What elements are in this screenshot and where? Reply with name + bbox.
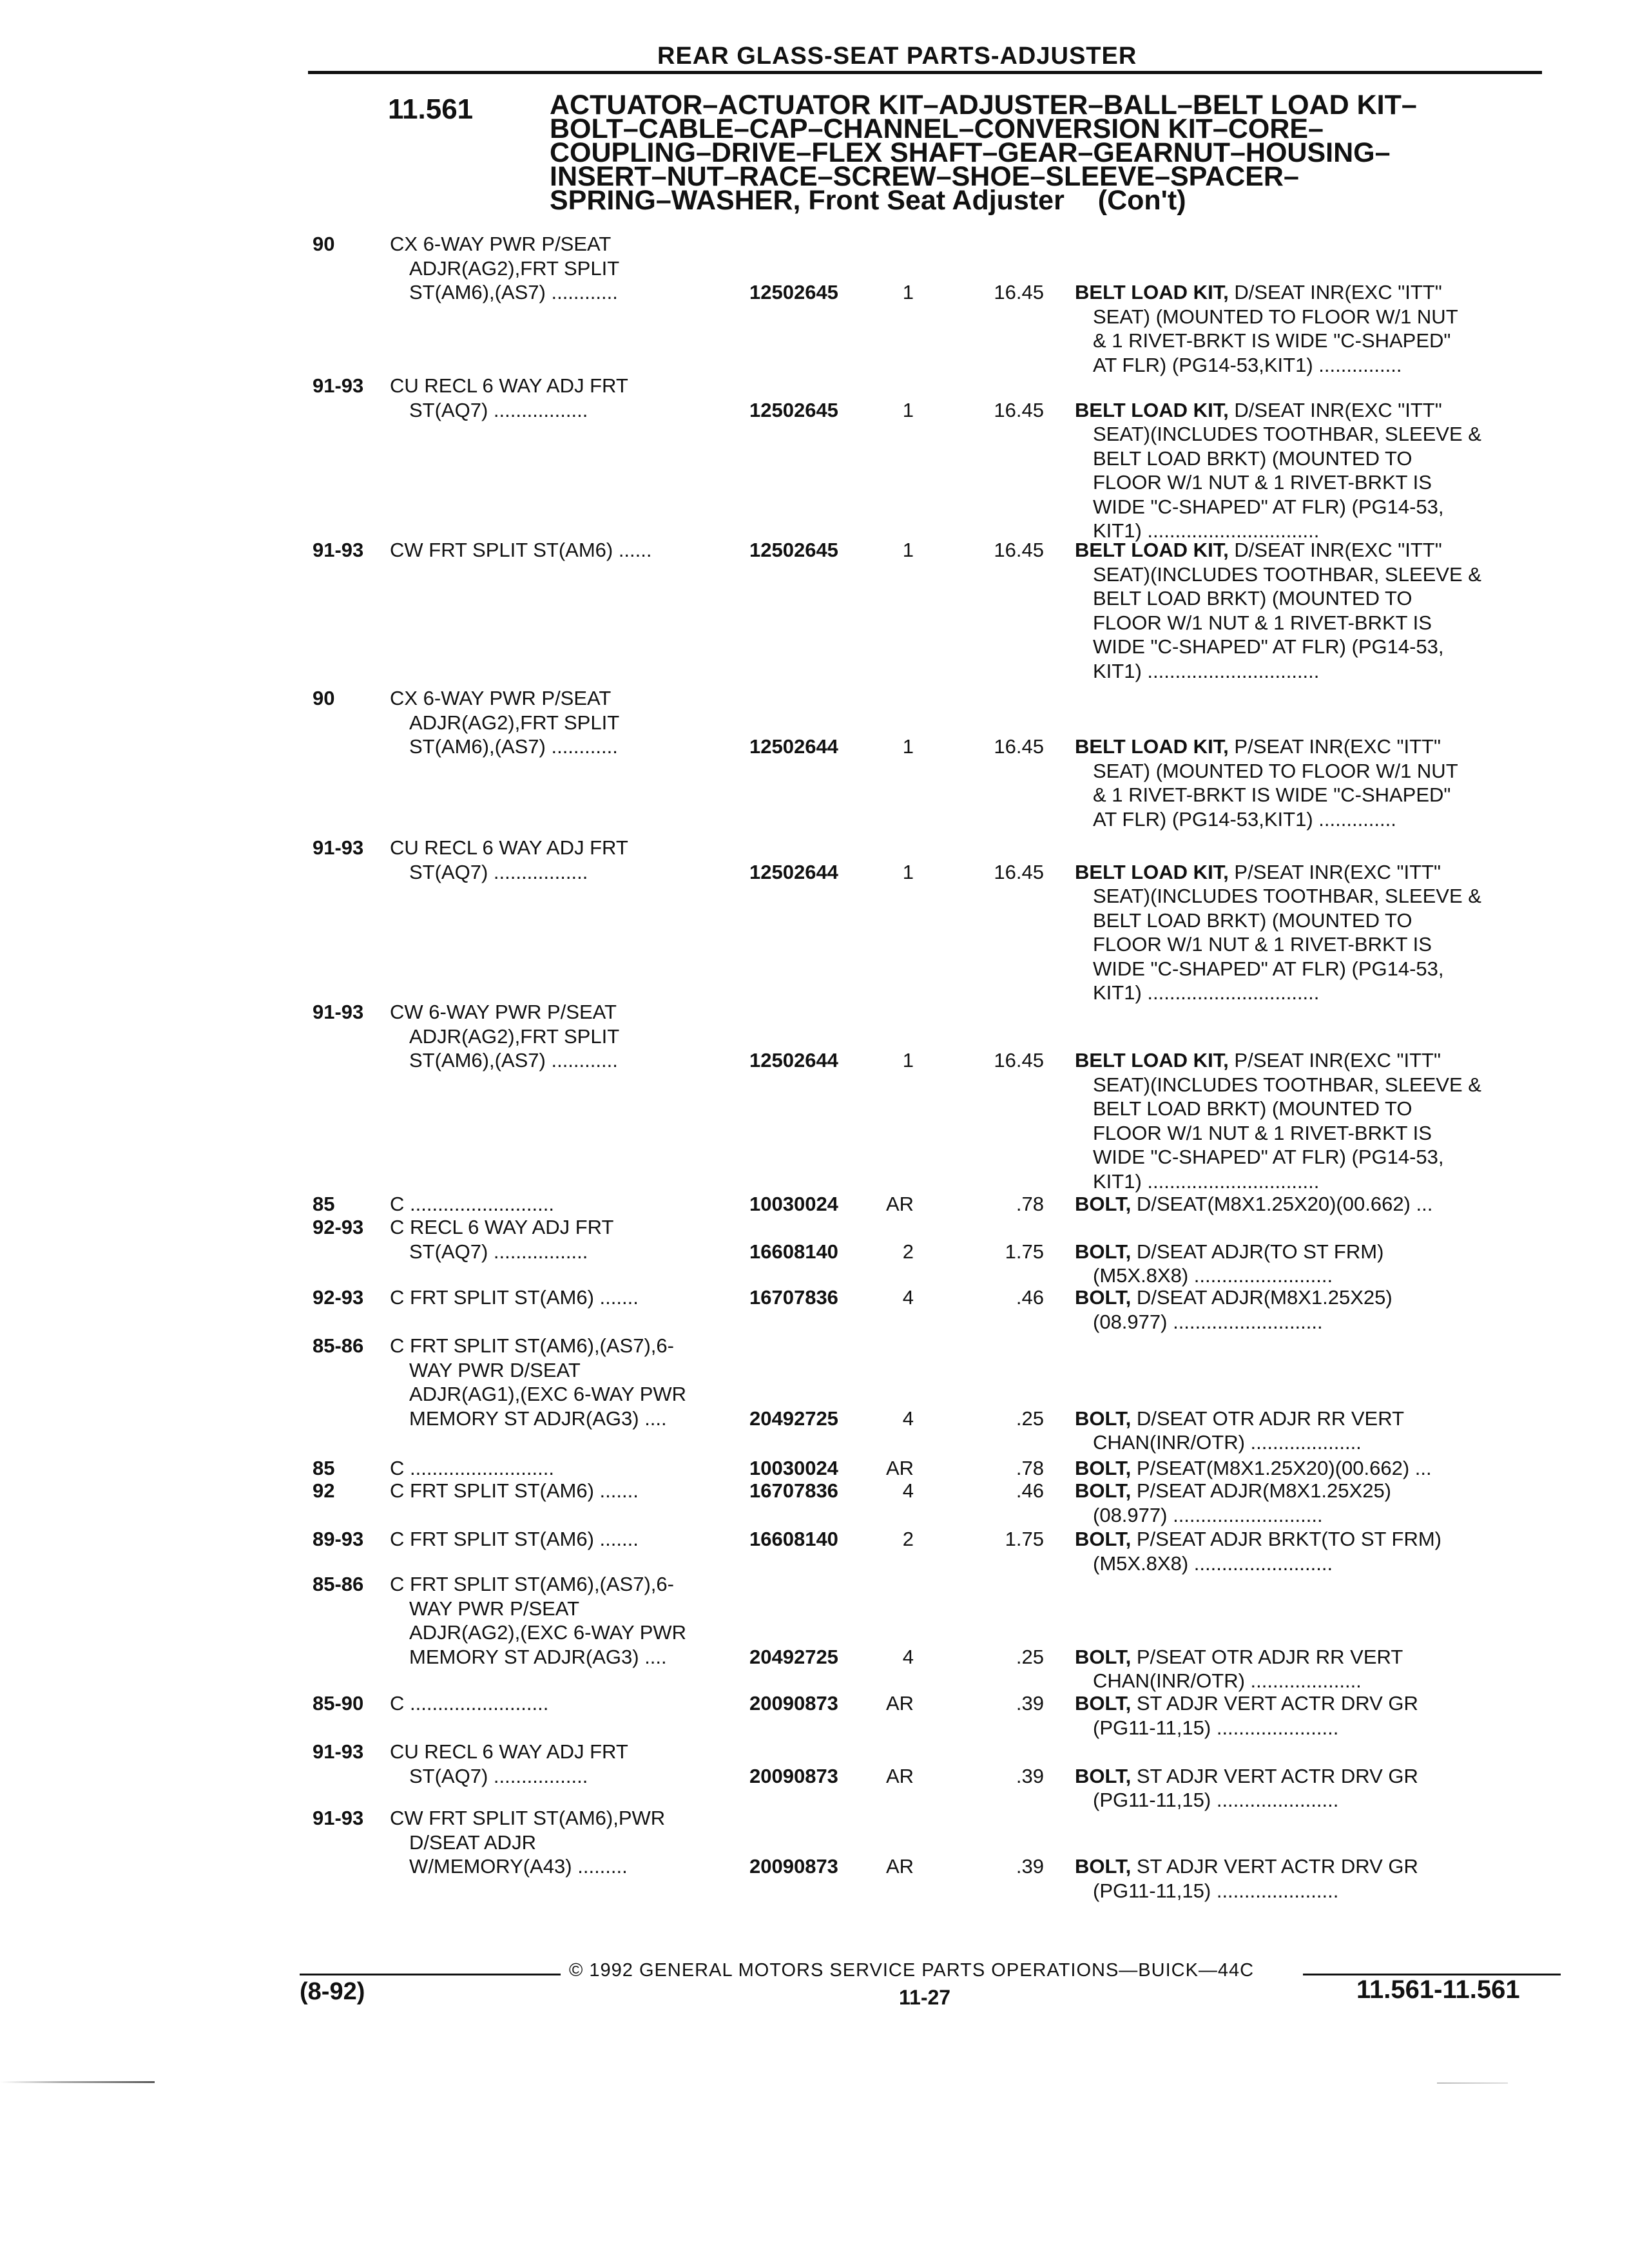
- model-year: 92-93: [313, 1286, 364, 1309]
- part-number: 10030024: [749, 1193, 838, 1215]
- description-line: CU RECL 6 WAY ADJ FRT: [390, 1740, 628, 1763]
- part-name-bold: BOLT,: [1075, 1240, 1132, 1263]
- quantity: 1: [902, 860, 914, 883]
- part-name-line: [1075, 280, 1458, 305]
- part-number: 20090873: [749, 1764, 838, 1787]
- description-line: C ..........................: [390, 1193, 554, 1215]
- page-header-title: REAR GLASS-SEAT PARTS-ADJUSTER: [657, 43, 1137, 70]
- part-number: 12502645: [749, 398, 838, 421]
- description-line: CU RECL 6 WAY ADJ FRT: [390, 374, 628, 397]
- price: 16.45: [994, 539, 1044, 561]
- part-name-text: ST ADJR VERT ACTR DRV GR: [1136, 1692, 1418, 1715]
- application-description: [390, 1527, 639, 1552]
- part-name-line: FLOOR W/1 NUT & 1 RIVET-BRKT IS: [1093, 611, 1432, 634]
- application-description: [390, 1215, 613, 1264]
- description-line: C RECL 6 WAY ADJ FRT: [390, 1216, 614, 1238]
- quantity: 1: [902, 1049, 914, 1072]
- part-name-text: D/SEAT INR(EXC "ITT": [1234, 281, 1442, 303]
- footer-date: (8-92): [300, 1978, 365, 2005]
- part-name-line: [1075, 1527, 1441, 1552]
- model-year: 91-93: [313, 1001, 364, 1023]
- part-name-text: P/SEAT ADJR BRKT(TO ST FRM): [1136, 1528, 1441, 1550]
- quantity: AR: [886, 1692, 914, 1715]
- part-name: [1075, 860, 1481, 1005]
- scan-artifact: [1437, 2082, 1508, 2084]
- model-year: 85: [313, 1457, 335, 1479]
- footer-section-range: 11.561-11.561: [1356, 1975, 1520, 2004]
- description-line: MEMORY ST ADJR(AG3) ....: [409, 1407, 667, 1430]
- part-name: [1075, 1407, 1404, 1455]
- part-number: 10030024: [749, 1457, 838, 1479]
- model-year: 91-93: [313, 539, 364, 561]
- application-description: [390, 1334, 686, 1430]
- description-line: ST(AQ7) .................: [409, 860, 588, 883]
- section-title-line: INSERT–NUT–RACE–SCREW–SHOE–SLEEVE–SPACER–: [550, 161, 1299, 192]
- model-year: 85-90: [313, 1692, 364, 1715]
- part-name-line: WIDE "C-SHAPED" AT FLR) (PG14-53,: [1093, 495, 1444, 518]
- part-number: 20090873: [749, 1692, 838, 1715]
- model-year: 90: [313, 233, 335, 255]
- part-name-line: KIT1) ...............................: [1093, 519, 1320, 542]
- part-name-bold: BOLT,: [1075, 1193, 1132, 1215]
- part-name-bold: BOLT,: [1075, 1528, 1132, 1550]
- description-line: C FRT SPLIT ST(AM6),(AS7),6-: [390, 1573, 674, 1595]
- application-description: [390, 232, 619, 305]
- description-line: CW FRT SPLIT ST(AM6),PWR: [390, 1807, 666, 1829]
- description-line: W/MEMORY(A43) .........: [409, 1855, 628, 1878]
- section-title-subject: Front Seat Adjuster: [808, 185, 1065, 216]
- price: .46: [1016, 1286, 1044, 1309]
- part-name: [1075, 398, 1481, 543]
- description-line: C FRT SPLIT ST(AM6) .......: [390, 1286, 639, 1309]
- part-name-text: P/SEAT INR(EXC "ITT": [1234, 735, 1441, 758]
- part-name-bold: BOLT,: [1075, 1286, 1132, 1309]
- application-description: [390, 538, 652, 562]
- description-line: ST(AM6),(AS7) ............: [409, 1049, 618, 1072]
- description-line: ADJR(AG1),(EXC 6-WAY PWR: [409, 1383, 687, 1405]
- description-line: WAY PWR P/SEAT: [409, 1597, 580, 1620]
- description-line: ST(AQ7) .................: [409, 1240, 588, 1263]
- part-name-text: ST ADJR VERT ACTR DRV GR: [1136, 1855, 1418, 1878]
- part-name-line: SEAT)(INCLUDES TOOTHBAR, SLEEVE &: [1093, 562, 1481, 586]
- price: 16.45: [994, 281, 1044, 303]
- section-title-last: SPRING–WASHER,: [550, 185, 801, 216]
- part-name-bold: BOLT,: [1075, 1479, 1132, 1502]
- part-name-line: KIT1) ...............................: [1093, 981, 1320, 1004]
- part-number: 12502644: [749, 860, 838, 883]
- quantity: AR: [886, 1855, 914, 1878]
- part-name-text: P/SEAT OTR ADJR RR VERT: [1136, 1645, 1403, 1668]
- description-line: C FRT SPLIT ST(AM6) .......: [390, 1479, 639, 1502]
- application-description: [390, 1285, 639, 1310]
- footer-rule-left: [300, 1974, 561, 1975]
- quantity: 1: [902, 281, 914, 303]
- part-name-line: (08.977) ...........................: [1093, 1503, 1323, 1526]
- quantity: 4: [902, 1479, 914, 1502]
- description-line: C .........................: [390, 1692, 549, 1715]
- quantity: AR: [886, 1764, 914, 1787]
- price: .78: [1016, 1457, 1044, 1479]
- price: 16.45: [994, 1049, 1044, 1072]
- description-line: ADJR(AG2),FRT SPLIT: [409, 256, 620, 280]
- part-name-bold: BELT LOAD KIT,: [1075, 398, 1229, 421]
- model-year: 92-93: [313, 1216, 364, 1238]
- part-name-line: (M5X.8X8) .........................: [1093, 1552, 1333, 1575]
- description-line: ST(AQ7) .................: [409, 398, 588, 421]
- section-title: [550, 90, 1417, 216]
- part-number: 20492725: [749, 1645, 838, 1668]
- part-name: [1075, 280, 1458, 377]
- description-line: ST(AM6),(AS7) ............: [409, 735, 618, 758]
- quantity: 1: [902, 539, 914, 561]
- part-name: [1075, 538, 1481, 683]
- price: 16.45: [994, 735, 1044, 758]
- description-line: WAY PWR D/SEAT: [409, 1358, 581, 1381]
- part-number: 12502644: [749, 735, 838, 758]
- part-name-line: [1075, 398, 1481, 423]
- part-name-line: [1075, 538, 1481, 562]
- part-name-line: [1075, 1691, 1418, 1716]
- part-name-line: [1075, 1407, 1404, 1431]
- part-name: [1075, 1192, 1432, 1216]
- section-title-line: ACTUATOR–ACTUATOR KIT–ADJUSTER–BALL–BELT LOAD KIT–: [550, 90, 1417, 120]
- part-name-line: [1075, 1854, 1418, 1879]
- application-description: [390, 1479, 639, 1503]
- part-name-line: BELT LOAD BRKT) (MOUNTED TO: [1093, 447, 1412, 470]
- application-description: [390, 1691, 548, 1716]
- part-name: [1075, 1764, 1418, 1812]
- part-number: 12502645: [749, 539, 838, 561]
- part-name-line: [1075, 1240, 1383, 1264]
- description-line: MEMORY ST ADJR(AG3) ....: [409, 1645, 667, 1668]
- part-name-text: D/SEAT INR(EXC "ITT": [1234, 398, 1442, 421]
- part-name-bold: BOLT,: [1075, 1645, 1132, 1668]
- model-year: 91-93: [313, 1807, 364, 1829]
- part-name: [1075, 1048, 1481, 1193]
- part-number: 20492725: [749, 1407, 838, 1430]
- part-number: 16608140: [749, 1528, 838, 1550]
- application-description: [390, 1740, 628, 1788]
- scan-artifact: [0, 2081, 155, 2083]
- application-description: [390, 1000, 619, 1073]
- part-name-bold: BOLT,: [1075, 1407, 1132, 1430]
- part-name-line: (PG11-11,15) ......................: [1093, 1789, 1339, 1811]
- footer-page-number: 11-27: [899, 1986, 951, 2009]
- part-name-line: [1075, 860, 1481, 885]
- part-name-line: (M5X.8X8) .........................: [1093, 1264, 1333, 1287]
- model-year: 89-93: [313, 1528, 364, 1550]
- application-description: [390, 1456, 554, 1481]
- part-name-line: KIT1) ...............................: [1093, 659, 1320, 682]
- part-name-text: D/SEAT ADJR(TO ST FRM): [1136, 1240, 1384, 1263]
- part-name: [1075, 1285, 1393, 1334]
- section-title-line: COUPLING–DRIVE–FLEX SHAFT–GEAR–GEARNUT–HOUSING–: [550, 137, 1391, 168]
- description-line: CX 6-WAY PWR P/SEAT: [390, 687, 612, 709]
- quantity: AR: [886, 1457, 914, 1479]
- price: 16.45: [994, 860, 1044, 883]
- quantity: 4: [902, 1286, 914, 1309]
- description-line: ST(AQ7) .................: [409, 1764, 588, 1787]
- part-name-line: & 1 RIVET-BRKT IS WIDE "C-SHAPED": [1093, 329, 1451, 352]
- model-year: 91-93: [313, 374, 364, 397]
- part-name-line: [1075, 1285, 1393, 1310]
- part-name-line: WIDE "C-SHAPED" AT FLR) (PG14-53,: [1093, 1146, 1444, 1168]
- description-line: ST(AM6),(AS7) ............: [409, 281, 618, 303]
- header-rule: [308, 71, 1542, 74]
- part-name-line: SEAT)(INCLUDES TOOTHBAR, SLEEVE &: [1093, 1073, 1481, 1096]
- part-name-bold: BELT LOAD KIT,: [1075, 735, 1229, 758]
- part-name-line: [1075, 1192, 1432, 1216]
- description-line: D/SEAT ADJR: [409, 1831, 536, 1854]
- description-line: ADJR(AG2),FRT SPLIT: [409, 711, 620, 734]
- price: .78: [1016, 1193, 1044, 1215]
- continued-label: (Con't): [1097, 185, 1186, 216]
- description-line: C FRT SPLIT ST(AM6),(AS7),6-: [390, 1334, 674, 1357]
- model-year: 91-93: [313, 1740, 364, 1763]
- application-description: [390, 1192, 554, 1216]
- part-name-line: FLOOR W/1 NUT & 1 RIVET-BRKT IS: [1093, 933, 1432, 956]
- price: 16.45: [994, 398, 1044, 421]
- part-name-line: [1075, 1456, 1432, 1481]
- part-name-line: FLOOR W/1 NUT & 1 RIVET-BRKT IS: [1093, 471, 1432, 494]
- application-description: [390, 836, 628, 884]
- part-name-line: BELT LOAD BRKT) (MOUNTED TO: [1093, 908, 1412, 932]
- part-name-line: CHAN(INR/OTR) ....................: [1093, 1431, 1362, 1454]
- quantity: 1: [902, 398, 914, 421]
- part-name-bold: BOLT,: [1075, 1855, 1132, 1878]
- price: .39: [1016, 1692, 1044, 1715]
- part-name-text: ST ADJR VERT ACTR DRV GR: [1136, 1764, 1418, 1787]
- price: .46: [1016, 1479, 1044, 1502]
- model-year: 90: [313, 687, 335, 709]
- part-name-text: P/SEAT(M8X1.25X20)(00.662) ...: [1136, 1457, 1432, 1479]
- part-number: 20090873: [749, 1855, 838, 1878]
- model-year: 85-86: [313, 1334, 364, 1357]
- part-name-bold: BELT LOAD KIT,: [1075, 539, 1229, 561]
- description-line: C ..........................: [390, 1457, 554, 1479]
- quantity: 2: [902, 1528, 914, 1550]
- part-name-text: D/SEAT OTR ADJR RR VERT: [1136, 1407, 1404, 1430]
- price: .39: [1016, 1855, 1044, 1878]
- section-title-line: BOLT–CABLE–CAP–CHANNEL–CONVERSION KIT–CORE–: [550, 113, 1324, 144]
- quantity: 2: [902, 1240, 914, 1263]
- part-number: 12502645: [749, 281, 838, 303]
- part-name-line: (PG11-11,15) ......................: [1093, 1716, 1339, 1739]
- part-name-bold: BOLT,: [1075, 1457, 1132, 1479]
- part-name-line: AT FLR) (PG14-53,KIT1) ..............: [1093, 807, 1396, 831]
- part-name-line: [1075, 735, 1458, 759]
- part-name: [1075, 1691, 1418, 1740]
- part-name-line: KIT1) ...............................: [1093, 1169, 1320, 1193]
- part-name-line: [1075, 1645, 1403, 1669]
- application-description: [390, 686, 619, 759]
- part-name-line: SEAT)(INCLUDES TOOTHBAR, SLEEVE &: [1093, 885, 1481, 907]
- application-description: [390, 1572, 686, 1669]
- description-line: ADJR(AG2),(EXC 6-WAY PWR: [409, 1621, 687, 1644]
- part-name-line: SEAT) (MOUNTED TO FLOOR W/1 NUT: [1093, 759, 1458, 782]
- part-name-text: D/SEAT ADJR(M8X1.25X25): [1136, 1286, 1393, 1309]
- part-name: [1075, 735, 1458, 831]
- model-year: 85-86: [313, 1573, 364, 1595]
- part-name: [1075, 1456, 1432, 1481]
- part-number: 12502644: [749, 1049, 838, 1072]
- part-name-text: D/SEAT(M8X1.25X20)(00.662) ...: [1136, 1193, 1433, 1215]
- application-description: [390, 374, 628, 422]
- description-line: ADJR(AG2),FRT SPLIT: [409, 1024, 620, 1048]
- part-name-bold: BOLT,: [1075, 1764, 1132, 1787]
- part-name-line: & 1 RIVET-BRKT IS WIDE "C-SHAPED": [1093, 783, 1451, 806]
- section-title-line: [550, 185, 1417, 216]
- model-year: 91-93: [313, 836, 364, 859]
- part-name-line: (08.977) ...........................: [1093, 1310, 1323, 1333]
- part-name-bold: BELT LOAD KIT,: [1075, 1049, 1229, 1072]
- price: .25: [1016, 1645, 1044, 1668]
- description-line: CW 6-WAY PWR P/SEAT: [390, 1001, 617, 1023]
- part-name-line: (PG11-11,15) ......................: [1093, 1879, 1339, 1902]
- price: .39: [1016, 1764, 1044, 1787]
- price: 1.75: [1005, 1528, 1044, 1550]
- quantity: 4: [902, 1645, 914, 1668]
- description-line: CX 6-WAY PWR P/SEAT: [390, 233, 612, 255]
- part-name-line: SEAT) (MOUNTED TO FLOOR W/1 NUT: [1093, 305, 1458, 328]
- part-name-text: D/SEAT INR(EXC "ITT": [1234, 539, 1442, 561]
- part-name: [1075, 1240, 1383, 1288]
- footer-copyright: © 1992 GENERAL MOTORS SERVICE PARTS OPERATIONS—BUICK—44C: [569, 1960, 1255, 1981]
- part-name-line: SEAT)(INCLUDES TOOTHBAR, SLEEVE &: [1093, 423, 1481, 445]
- price: 1.75: [1005, 1240, 1044, 1263]
- part-name-line: CHAN(INR/OTR) ....................: [1093, 1669, 1362, 1692]
- description-line: CU RECL 6 WAY ADJ FRT: [390, 836, 628, 859]
- part-name-line: WIDE "C-SHAPED" AT FLR) (PG14-53,: [1093, 635, 1444, 658]
- description-line: C FRT SPLIT ST(AM6) .......: [390, 1528, 639, 1550]
- part-name-text: P/SEAT ADJR(M8X1.25X25): [1136, 1479, 1392, 1502]
- part-name-line: AT FLR) (PG14-53,KIT1) ...............: [1093, 353, 1402, 376]
- part-name: [1075, 1479, 1391, 1527]
- part-number: 16707836: [749, 1286, 838, 1309]
- part-name-bold: BOLT,: [1075, 1692, 1132, 1715]
- part-name-line: [1075, 1764, 1418, 1789]
- part-name-line: BELT LOAD BRKT) (MOUNTED TO: [1093, 587, 1412, 610]
- model-year: 85: [313, 1193, 335, 1215]
- model-year: 92: [313, 1479, 335, 1502]
- part-name: [1075, 1854, 1418, 1903]
- section-number: 11.561: [388, 93, 474, 125]
- part-name-line: [1075, 1048, 1481, 1073]
- part-name-bold: BELT LOAD KIT,: [1075, 860, 1229, 883]
- part-name-bold: BELT LOAD KIT,: [1075, 281, 1229, 303]
- part-name: [1075, 1527, 1441, 1575]
- part-name: [1075, 1645, 1403, 1693]
- price: .25: [1016, 1407, 1044, 1430]
- quantity: 4: [902, 1407, 914, 1430]
- part-name-text: P/SEAT INR(EXC "ITT": [1234, 1049, 1441, 1072]
- application-description: [390, 1806, 665, 1879]
- part-name-line: FLOOR W/1 NUT & 1 RIVET-BRKT IS: [1093, 1121, 1432, 1144]
- description-line: CW FRT SPLIT ST(AM6) ......: [390, 539, 652, 561]
- quantity: AR: [886, 1193, 914, 1215]
- part-number: 16707836: [749, 1479, 838, 1502]
- quantity: 1: [902, 735, 914, 758]
- part-name-text: P/SEAT INR(EXC "ITT": [1234, 860, 1441, 883]
- part-name-line: WIDE "C-SHAPED" AT FLR) (PG14-53,: [1093, 957, 1444, 980]
- part-name-line: [1075, 1479, 1391, 1503]
- part-name-line: BELT LOAD BRKT) (MOUNTED TO: [1093, 1097, 1412, 1120]
- part-number: 16608140: [749, 1240, 838, 1263]
